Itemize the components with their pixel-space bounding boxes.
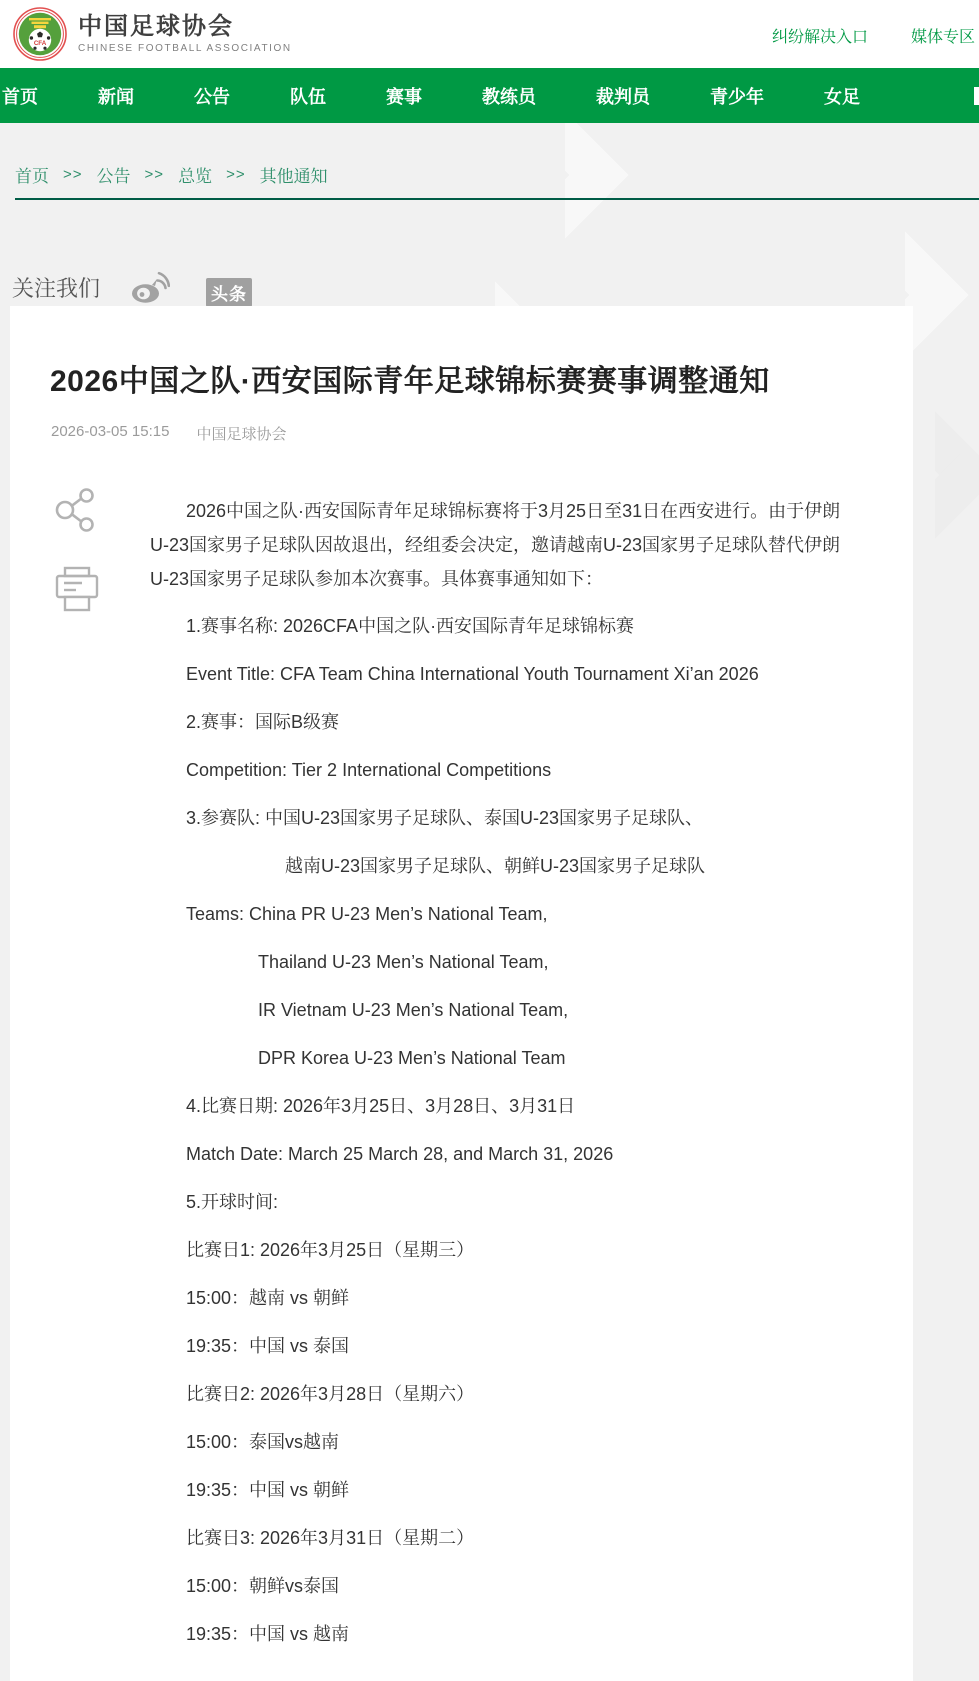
article-card — [10, 306, 913, 1681]
logo-title: 中国足球协会 — [78, 13, 234, 40]
article-lines — [150, 617, 890, 1644]
breadcrumb-separator: >> — [226, 166, 246, 183]
article-date: 2026-03-05 15:15 — [51, 423, 170, 440]
cfa-logo-icon — [13, 7, 67, 61]
article-line: DPR Korea U-23 Men’s National Team — [258, 1048, 566, 1068]
breadcrumb-item-2[interactable]: 总览 — [178, 167, 213, 186]
article-line: 19:35：中国 vs 朝鲜 — [186, 1480, 350, 1500]
article-title: 2026中国之队·西安国际青年足球锦标赛赛事调整通知 — [50, 365, 770, 398]
nav-item-5[interactable]: 教练员 — [482, 86, 536, 107]
share-icon[interactable] — [54, 486, 98, 534]
article-line: 比赛日1: 2026年3月25日（星期三） — [186, 1240, 475, 1260]
article-line: 4.比赛日期: 2026年3月25日、3月28日、3月31日 — [186, 1096, 576, 1116]
watermark-chevron — [501, 111, 628, 238]
intro-line: U-23国家男子足球队因故退出，经组委会决定，邀请越南U-23国家男子足球队替代伊朗 — [150, 535, 841, 555]
article-line: 2.赛事：国际B级赛 — [186, 712, 340, 732]
article-meta — [51, 423, 286, 444]
top-header — [0, 0, 979, 68]
article-source: 中国足球协会 — [196, 426, 287, 443]
nav-item-1[interactable]: 新闻 — [98, 86, 134, 107]
article-line: 越南U-23国家男子足球队、朝鲜U-23国家男子足球队 — [285, 856, 706, 876]
nav-item-0[interactable]: 首页 — [2, 86, 38, 107]
article-line: Competition: Tier 2 International Competitions — [186, 760, 552, 780]
article-line: Thailand U-23 Men’s National Team, — [258, 952, 549, 972]
breadcrumb-separator: >> — [144, 166, 165, 183]
header-link-1[interactable]: 媒体专区 — [910, 29, 975, 46]
follow-us-label: 关注我们 — [12, 276, 101, 301]
logo-text — [78, 14, 292, 54]
logo-subtitle: CHINESE FOOTBALL ASSOCIATION — [78, 43, 292, 54]
main-nav — [0, 68, 979, 123]
breadcrumb — [15, 162, 328, 187]
article-line: 1.赛事名称: 2026CFA中国之队·西安国际青年足球锦标赛 — [186, 616, 635, 636]
article-line: 5.开球时间: — [186, 1192, 279, 1212]
breadcrumb-item-1[interactable]: 公告 — [96, 167, 131, 186]
article-line: 19:35：中国 vs 泰国 — [186, 1336, 350, 1356]
article-line: 15:00：朝鲜vs泰国 — [186, 1576, 340, 1596]
article-line: 15:00：越南 vs 朝鲜 — [186, 1288, 350, 1308]
breadcrumb-item-0[interactable]: 首页 — [15, 167, 49, 186]
svg-text:CFA: CFA — [33, 39, 47, 47]
header-links — [772, 24, 975, 47]
article-line: 比赛日2: 2026年3月28日（星期六） — [186, 1384, 475, 1404]
article-line: 15:00：泰国vs越南 — [186, 1432, 340, 1452]
nav-item-4[interactable]: 赛事 — [386, 86, 422, 107]
intro-paragraph — [150, 494, 890, 596]
article-line: 比赛日3: 2026年3月31日（星期二） — [186, 1528, 475, 1548]
article-line: Match Date: March 25 March 28, and March 31, 2026 — [186, 1144, 614, 1164]
article-line: IR Vietnam U-23 Men’s National Team, — [258, 1000, 569, 1020]
print-icon[interactable] — [52, 564, 102, 614]
article-line: Teams: China PR U-23 Men’s National Team, — [186, 904, 548, 924]
breadcrumb-separator: >> — [63, 166, 83, 183]
nav-item-clipped[interactable] — [974, 87, 979, 105]
article-body — [150, 494, 890, 1644]
nav-item-7[interactable]: 青少年 — [710, 86, 764, 107]
nav-item-6[interactable]: 裁判员 — [596, 86, 650, 107]
nav-item-2[interactable]: 公告 — [194, 86, 230, 107]
nav-item-3[interactable]: 队伍 — [290, 86, 326, 107]
toutiao-icon[interactable]: 头条 — [206, 278, 252, 307]
header-link-0[interactable]: 纠纷解决入口 — [771, 29, 868, 46]
article-line: 3.参赛队: 中国U-23国家男子足球队、泰国U-23国家男子足球队、 — [186, 808, 704, 828]
article-line: Event Title: CFA Team China International Youth Tournament Xi’an 2026 — [186, 664, 759, 684]
breadcrumb-item-3[interactable]: 其他通知 — [259, 167, 328, 186]
cfa-logo[interactable] — [13, 7, 292, 61]
breadcrumb-divider — [15, 198, 979, 200]
weibo-icon[interactable] — [130, 270, 170, 304]
article-line: 19:35：中国 vs 越南 — [186, 1624, 350, 1644]
intro-line: U-23国家男子足球队参加本次赛事。具体赛事通知如下： — [150, 569, 604, 589]
nav-item-8[interactable]: 女足 — [824, 86, 860, 107]
intro-line: 2026中国之队·西安国际青年足球锦标赛将于3月25日至31日在西安进行。由于伊朗 — [186, 501, 841, 521]
